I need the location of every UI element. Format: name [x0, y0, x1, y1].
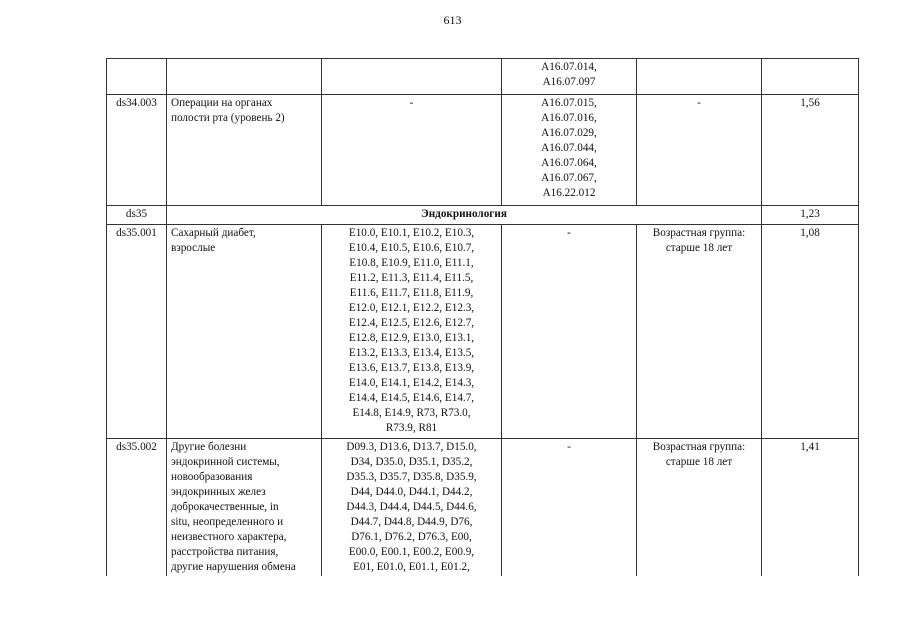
cell-line: Сахарный диабет, [171, 227, 256, 239]
cell-line: другие нарушения обмена [171, 561, 296, 573]
table-row-ds35-002 [107, 439, 859, 577]
cell-line: Возрастная группа: [652, 441, 746, 453]
row-extra-criteria [637, 59, 762, 95]
cell-line: E01, E01.0, E01.1, E01.2, [353, 561, 470, 573]
cell-line: доброкачественные, in [171, 501, 279, 513]
row-coefficient: 1,56 [762, 95, 859, 206]
row-extra-criteria [637, 225, 762, 439]
cell-line: A16.07.015, [541, 97, 597, 109]
cell-line: A16.07.044, [541, 142, 597, 154]
row-code: ds35.001 [107, 225, 167, 439]
cell-line: эндокринных желез [171, 486, 266, 498]
cell-line: E13.2, E13.3, E13.4, E13.5, [348, 347, 475, 359]
cell-line: новообразования [171, 471, 253, 483]
cell-line: A16.07.067, [541, 172, 597, 184]
cell-line: A16.07.016, [541, 112, 597, 124]
cell-line: D44.7, D44.8, D44.9, D76, [350, 516, 473, 528]
row-name [167, 439, 322, 577]
cell-line: старше 18 лет [665, 456, 733, 468]
cell-line: Возрастная группа: [652, 227, 746, 239]
row-extra-criteria [637, 95, 762, 206]
row-code: ds35.002 [107, 439, 167, 577]
row-code [107, 59, 167, 95]
cell-line: A16.07.097 [542, 76, 596, 88]
cell-line: - [567, 227, 571, 239]
cell-line: E10.0, E10.1, E10.2, E10.3, [348, 227, 475, 239]
cell-line: E14.8, E14.9, R73, R73.0, [352, 407, 471, 419]
cell-line: E12.0, E12.1, E12.2, E12.3, [348, 302, 475, 314]
cell-line: R73.9, R81 [385, 422, 438, 434]
row-coefficient [762, 59, 859, 95]
cell-line: D35.3, D35.7, D35.8, D35.9, [346, 471, 477, 483]
cell-line: D34, D35.0, D35.1, D35.2, [350, 456, 473, 468]
cell-line: - [567, 441, 571, 453]
cell-line: Другие болезни [171, 441, 247, 453]
cell-line: D76.1, D76.2, D76.3, E00, [351, 531, 472, 543]
section-coefficient: 1,23 [762, 206, 859, 225]
row-coefficient: 1,41 [762, 439, 859, 577]
cell-line: E13.6, E13.7, E13.8, E13.9, [348, 362, 475, 374]
cell-line: D44, D44.0, D44.1, D44.2, [350, 486, 473, 498]
cell-line: расстройства питания, [171, 546, 279, 558]
cell-line: E10.8, E10.9, E11.0, E11.1, [349, 257, 474, 269]
cell-line: E12.4, E12.5, E12.6, E12.7, [348, 317, 475, 329]
row-services [502, 225, 637, 439]
page-number: 613 [443, 13, 462, 27]
row-coefficient: 1,08 [762, 225, 859, 439]
cell-line: E00.0, E00.1, E00.2, E00.9, [348, 546, 475, 558]
cell-line: situ, неопределенного и [171, 516, 284, 528]
row-services [502, 95, 637, 206]
table-row-ds34-003 [107, 95, 859, 206]
row-diagnoses [322, 95, 502, 206]
row-code: ds34.003 [107, 95, 167, 206]
row-name [167, 59, 322, 95]
cell-line: Операции на органах [171, 97, 273, 109]
cell-line: A16.07.064, [541, 157, 597, 169]
row-diagnoses [322, 59, 502, 95]
table-row-ds35-section [107, 206, 859, 225]
tariff-table [106, 58, 859, 576]
cell-line: эндокринной системы, [171, 456, 280, 468]
cell-line: полости рта (уровень 2) [171, 112, 285, 124]
cell-line: A16.22.012 [542, 187, 596, 199]
row-extra-criteria [637, 439, 762, 577]
cell-line: A16.07.029, [541, 127, 597, 139]
cell-line: D44.3, D44.4, D44.5, D44.6, [346, 501, 477, 513]
cell-line: - [409, 97, 414, 109]
cell-line: E12.8, E12.9, E13.0, E13.1, [348, 332, 475, 344]
table-row-continuation [107, 59, 859, 95]
row-name [167, 95, 322, 206]
cell-line: E11.6, E11.7, E11.8, E11.9, [349, 287, 474, 299]
table-row-ds35-001 [107, 225, 859, 439]
cell-line: E10.4, E10.5, E10.6, E10.7, [348, 242, 475, 254]
row-diagnoses [322, 439, 502, 577]
cell-line: A16.07.014, [541, 61, 597, 73]
section-title: Эндокринология [167, 206, 762, 225]
cell-line: взрослые [171, 242, 216, 254]
row-services [502, 439, 637, 577]
cell-line: E11.2, E11.3, E11.4, E11.5, [349, 272, 474, 284]
cell-line: - [697, 97, 701, 109]
cell-line: D09.3, D13.6, D13.7, D15.0, [346, 441, 477, 453]
cell-line: E14.4, E14.5, E14.6, E14.7, [348, 392, 475, 404]
cell-line: неизвестного характера, [171, 531, 287, 543]
row-name [167, 225, 322, 439]
row-diagnoses [322, 225, 502, 439]
cell-line: E14.0, E14.1, E14.2, E14.3, [348, 377, 475, 389]
row-services [502, 59, 637, 95]
cell-line: старше 18 лет [665, 242, 733, 254]
section-code: ds35 [107, 206, 167, 225]
